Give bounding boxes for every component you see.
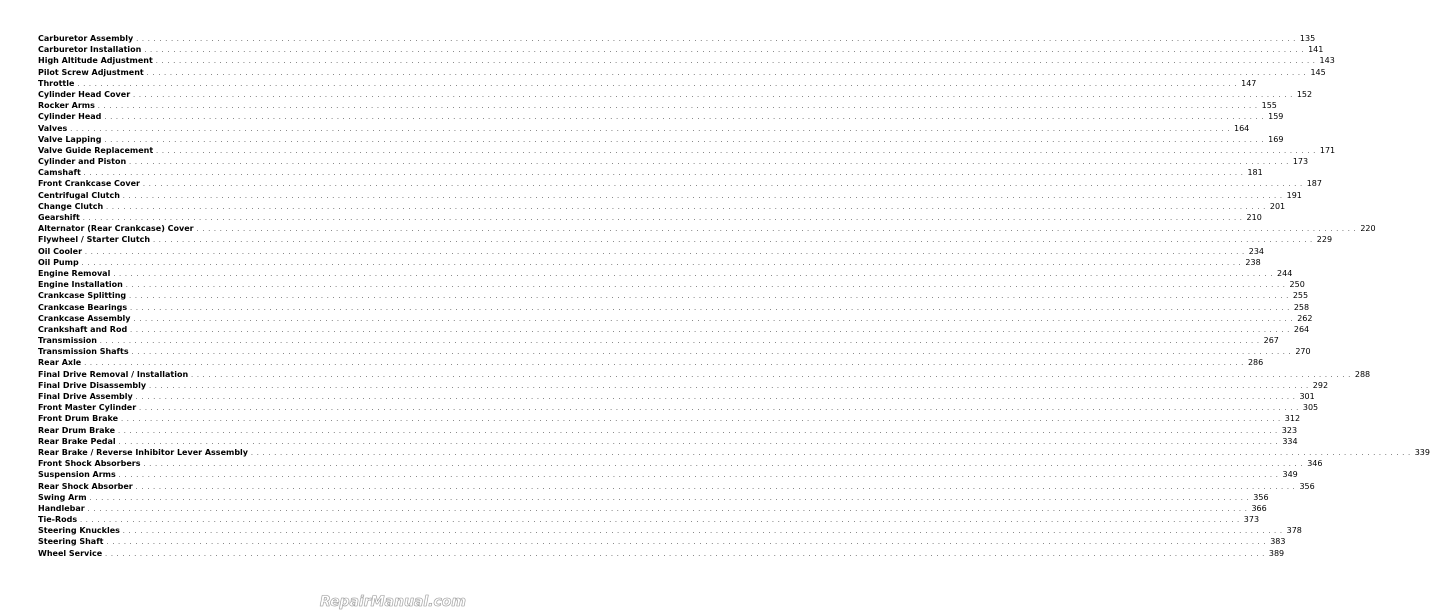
toc-entry-page-number: 169 [1268,134,1284,144]
dot-leader: . . . . . . . . . . . . . . . . . . . . . . . . . . . . . . . . . . . . . . . . . . . . . . . . . . . . . . . . . . . . . . . . . . . . . . . . . . . . . . . . . . . . . . . . . . . . . . . . . . . . . . . . . . . . . . . . . . . . . . . . . . . . . . . . . . . . . . . . . . . . . . . . . . . . . . . . . . . . . . . . . . . . . . . . . . . . . . . . . . . . . . . . . . . . . . . . . . . . . . . . [104,136,1265,144]
dot-leader: . . . . . . . . . . . . . . . . . . . . . . . . . . . . . . . . . . . . . . . . . . . . . . . . . . . . . . . . . . . . . . . . . . . . . . . . . . . . . . . . . . . . . . . . . . . . . . . . . . . . . . . . . . . . . . . . . . . . . . . . . . . . . . . . . . . . . . . . . . . . . . . . . . . . . . . . . . . . . . . . . . . . . . . . . . . . . . . . . . . . . . . . . . . . . . . . . . . . . . . . [149,382,1310,390]
toc-entry-page-number: 373 [1243,515,1260,525]
dot-leader: . . . . . . . . . . . . . . . . . . . . . . . . . . . . . . . . . . . . . . . . . . . . . . . . . . . . . . . . . . . . . . . . . . . . . . . . . . . . . . . . . . . . . . . . . . . . . . . . . . . . . . . . . . . . . . . . . . . . . . . . . . . . . . . . . . . . . . . . . . . . . . . . . . . . . . . . . . . . . . . . . . . . . . . . . . . . . . . . . . . . . . . . . . . . . . . . . . . . . . . . [130,304,1291,312]
toc-entry-page-number: 389 [1268,548,1285,558]
dot-leader: . . . . . . . . . . . . . . . . . . . . . . . . . . . . . . . . . . . . . . . . . . . . . . . . . . . . . . . . . . . . . . . . . . . . . . . . . . . . . . . . . . . . . . . . . . . . . . . . . . . . . . . . . . . . . . . . . . . . . . . . . . . . . . . . . . . . . . . . . . . . . . . . . . . . . . . . . . . . . . . . . . . . . . . . . . . . . . . . . . . . . . . . . . . . . . . . . . . . . . . . [135,483,1296,491]
toc-entry-title: Alternator (Rear Crankcase) Cover [38,224,194,234]
dot-leader: . . . . . . . . . . . . . . . . . . . . . . . . . . . . . . . . . . . . . . . . . . . . . . . . . . . . . . . . . . . . . . . . . . . . . . . . . . . . . . . . . . . . . . . . . . . . . . . . . . . . . . . . . . . . . . . . . . . . . . . . . . . . . . . . . . . . . . . . . . . . . . . . . . . . . . . . . . . . . . . . . . . . . . . . . . . . . . . . . . . . . . . . . . . . . . . . . . . . . . . . [87,505,1248,513]
toc-entry-page-number: 181 [1247,168,1263,178]
dot-leader: . . . . . . . . . . . . . . . . . . . . . . . . . . . . . . . . . . . . . . . . . . . . . . . . . . . . . . . . . . . . . . . . . . . . . . . . . . . . . . . . . . . . . . . . . . . . . . . . . . . . . . . . . . . . . . . . . . . . . . . . . . . . . . . . . . . . . . . . . . . . . . . . . . . . . . . . . . . . . . . . . . . . . . . . . . . . . . . . . . . . . . . . . . . . . . . . . . . . . . . . [144,47,1305,55]
toc-entry[interactable] [38,123,1250,134]
toc-entry[interactable] [38,503,1267,514]
toc-entry-page-number: 356 [1299,481,1315,491]
dot-leader: . . . . . . . . . . . . . . . . . . . . . . . . . . . . . . . . . . . . . . . . . . . . . . . . . . . . . . . . . . . . . . . . . . . . . . . . . . . . . . . . . . . . . . . . . . . . . . . . . . . . . . . . . . . . . . . . . . . . . . . . . . . . . . . . . . . . . . . . . . . . . . . . . . . . . . . . . . . . . . . . . . . . . . . . . . . . . . . . . . . . . . . . . . . . . . . . . . . . . . . . [125,282,1286,290]
dot-leader: . . . . . . . . . . . . . . . . . . . . . . . . . . . . . . . . . . . . . . . . . . . . . . . . . . . . . . . . . . . . . . . . . . . . . . . . . . . . . . . . . . . . . . . . . . . . . . . . . . . . . . . . . . . . . . . . . . . . . . . . . . . . . . . . . . . . . . . . . . . . . . . . . . . . . . . . . . . . . . . . . . . . . . . . . . . . . . . . . . . . . . . . . . . . . . . . . . . . . . . . [143,181,1303,189]
dot-leader: . . . . . . . . . . . . . . . . . . . . . . . . . . . . . . . . . . . . . . . . . . . . . . . . . . . . . . . . . . . . . . . . . . . . . . . . . . . . . . . . . . . . . . . . . . . . . . . . . . . . . . . . . . . . . . . . . . . . . . . . . . . . . . . . . . . . . . . . . . . . . . . . . . . . . . . . . . . . . . . . . . . . . . . . . . . . . . . . . . . . . . . . . . . . . . . . . . . . . . . . [251,449,1411,457]
toc-entry[interactable] [38,67,1326,78]
toc-entry-page-number: 267 [1263,336,1279,346]
toc-entry-page-number: 270 [1295,347,1311,357]
table-of-contents [38,33,1430,559]
dot-leader: . . . . . . . . . . . . . . . . . . . . . . . . . . . . . . . . . . . . . . . . . . . . . . . . . . . . . . . . . . . . . . . . . . . . . . . . . . . . . . . . . . . . . . . . . . . . . . . . . . . . . . . . . . . . . . . . . . . . . . . . . . . . . . . . . . . . . . . . . . . . . . . . . . . . . . . . . . . . . . . . . . . . . . . . . . . . . . . . . . . . . . . . . . . . . . . . . . . . . . . . [131,349,1292,357]
dot-leader: . . . . . . . . . . . . . . . . . . . . . . . . . . . . . . . . . . . . . . . . . . . . . . . . . . . . . . . . . . . . . . . . . . . . . . . . . . . . . . . . . . . . . . . . . . . . . . . . . . . . . . . . . . . . . . . . . . . . . . . . . . . . . . . . . . . . . . . . . . . . . . . . . . . . . . . . . . . . . . . . . . . . . . . . . . . . . . . . . . . . . . . . . . . . . . . . . . . . . . . . [104,114,1265,122]
dot-leader: . . . . . . . . . . . . . . . . . . . . . . . . . . . . . . . . . . . . . . . . . . . . . . . . . . . . . . . . . . . . . . . . . . . . . . . . . . . . . . . . . . . . . . . . . . . . . . . . . . . . . . . . . . . . . . . . . . . . . . . . . . . . . . . . . . . . . . . . . . . . . . . . . . . . . . . . . . . . . . . . . . . . . . . . . . . . . . . . . . . . . . . . . . . . . . . . . . . . . . . . [105,550,1266,558]
toc-entry-title: High Altitude Adjustment [38,56,153,66]
toc-entry[interactable] [38,436,1298,447]
toc-entry-page-number: 356 [1253,492,1269,502]
toc-entry-page-number: 220 [1360,224,1376,234]
toc-entry-title: Rear Shock Absorber [38,481,133,491]
dot-leader: . . . . . . . . . . . . . . . . . . . . . . . . . . . . . . . . . . . . . . . . . . . . . . . . . . . . . . . . . . . . . . . . . . . . . . . . . . . . . . . . . . . . . . . . . . . . . . . . . . . . . . . . . . . . . . . . . . . . . . . . . . . . . . . . . . . . . . . . . . . . . . . . . . . . . . . . . . . . . . . . . . . . . . . . . . . . . . . . . . . . . . . . . . . . . . . . . . . . . . . . [99,338,1260,346]
toc-entry-page-number: 258 [1293,302,1310,312]
toc-entry[interactable] [38,89,1313,100]
toc-entry-title: Crankshaft and Rod [38,324,128,334]
toc-entry-title: Final Drive Disassembly [38,380,147,390]
toc-entry-title: Front Shock Absorbers [38,459,141,469]
toc-entry-title: Rear Axle [38,358,82,368]
toc-entry[interactable] [38,44,1324,55]
dot-leader: . . . . . . . . . . . . . . . . . . . . . . . . . . . . . . . . . . . . . . . . . . . . . . . . . . . . . . . . . . . . . . . . . . . . . . . . . . . . . . . . . . . . . . . . . . . . . . . . . . . . . . . . . . . . . . . . . . . . . . . . . . . . . . . . . . . . . . . . . . . . . . . . . . . . . . . . . . . . . . . . . . . . . . . . . . . . . . . . . . . . . . . . . . . . . . . . . . . . . . . . [129,293,1290,301]
toc-entry-title: Rear Brake / Reverse Inhibitor Lever Assembly [38,447,249,457]
dot-leader: . . . . . . . . . . . . . . . . . . . . . . . . . . . . . . . . . . . . . . . . . . . . . . . . . . . . . . . . . . . . . . . . . . . . . . . . . . . . . . . . . . . . . . . . . . . . . . . . . . . . . . . . . . . . . . . . . . . . . . . . . . . . . . . . . . . . . . . . . . . . . . . . . . . . . . . . . . . . . . . . . . . . . . . . . . . . . . . . . . . . . . . . . . . . . . . . . . . . . . . . [70,125,1231,133]
toc-entry-title: Cylinder Head [38,112,102,122]
dot-leader: . . . . . . . . . . . . . . . . . . . . . . . . . . . . . . . . . . . . . . . . . . . . . . . . . . . . . . . . . . . . . . . . . . . . . . . . . . . . . . . . . . . . . . . . . . . . . . . . . . . . . . . . . . . . . . . . . . . . . . . . . . . . . . . . . . . . . . . . . . . . . . . . . . . . . . . . . . . . . . . . . . . . . . . . . . . . . . . . . . . . . . . . . . . . . . . . . . . . . . . . [122,528,1283,536]
dot-leader: . . . . . . . . . . . . . . . . . . . . . . . . . . . . . . . . . . . . . . . . . . . . . . . . . . . . . . . . . . . . . . . . . . . . . . . . . . . . . . . . . . . . . . . . . . . . . . . . . . . . . . . . . . . . . . . . . . . . . . . . . . . . . . . . . . . . . . . . . . . . . . . . . . . . . . . . . . . . . . . . . . . . . . . . . . . . . . . . . . . . . . . . . . . . . . . . . . . . . . . . [135,394,1296,401]
toc-entry[interactable] [38,525,1302,536]
toc-entry-page-number: 255 [1292,291,1309,301]
dot-leader: . . . . . . . . . . . . . . . . . . . . . . . . . . . . . . . . . . . . . . . . . . . . . . . . . . . . . . . . . . . . . . . . . . . . . . . . . . . . . . . . . . . . . . . . . . . . . . . . . . . . . . . . . . . . . . . . . . . . . . . . . . . . . . . . . . . . . . . . . . . . . . . . . . . . . . . . . . . . . . . . . . . . . . . . . . . . . . . . . . . . . . . . . . . . . . . . . . . . . . . . [133,91,1294,99]
toc-entry-title: Final Drive Assembly [38,392,133,401]
toc-entry-page-number: 312 [1284,414,1301,424]
toc-entry[interactable] [38,145,1336,156]
toc-entry[interactable] [38,369,1371,380]
dot-leader: . . . . . . . . . . . . . . . . . . . . . . . . . . . . . . . . . . . . . . . . . . . . . . . . . . . . . . . . . . . . . . . . . . . . . . . . . . . . . . . . . . . . . . . . . . . . . . . . . . . . . . . . . . . . . . . . . . . . . . . . . . . . . . . . . . . . . . . . . . . . . . . . . . . . . . . . . . . . . . . . . . . . . . . . . . . . . . . . . . . . . . . . . . . . . . . . . . . . . . . . [106,539,1267,547]
dot-leader: . . . . . . . . . . . . . . . . . . . . . . . . . . . . . . . . . . . . . . . . . . . . . . . . . . . . . . . . . . . . . . . . . . . . . . . . . . . . . . . . . . . . . . . . . . . . . . . . . . . . . . . . . . . . . . . . . . . . . . . . . . . . . . . . . . . . . . . . . . . . . . . . . . . . . . . . . . . . . . . . . . . . . . . . . . . . . . . . . . . . . . . . . . . . . . . . . . . . . . . . [143,461,1304,469]
toc-entry-page-number: 349 [1282,470,1298,480]
toc-entry[interactable] [38,458,1323,469]
toc-entry-page-number: 155 [1261,101,1277,111]
dot-leader: . . . . . . . . . . . . . . . . . . . . . . . . . . . . . . . . . . . . . . . . . . . . . . . . . . . . . . . . . . . . . . . . . . . . . . . . . . . . . . . . . . . . . . . . . . . . . . . . . . . . . . . . . . . . . . . . . . . . . . . . . . . . . . . . . . . . . . . . . . . . . . . . . . . . . . . . . . . . . . . . . . . . . . . . . . . . . . . . . . . . . . . . . . . . . . . . . . . . . . . . [113,270,1274,278]
dot-leader: . . . . . . . . . . . . . . . . . . . . . . . . . . . . . . . . . . . . . . . . . . . . . . . . . . . . . . . . . . . . . . . . . . . . . . . . . . . . . . . . . . . . . . . . . . . . . . . . . . . . . . . . . . . . . . . . . . . . . . . . . . . . . . . . . . . . . . . . . . . . . . . . . . . . . . . . . . . . . . . . . . . . . . . . . . . . . . . . . . . . . . . . . . . . . . . . . . . . . . . . [81,259,1242,267]
toc-entry-page-number: 339 [1414,447,1430,457]
toc-entry[interactable] [38,425,1298,436]
toc-entry-title: Rear Brake Pedal [38,436,116,446]
toc-entry-title: Camshaft [38,168,81,178]
toc-entry[interactable] [38,201,1286,212]
toc-entry-page-number: 301 [1299,392,1315,401]
dot-leader: . . . . . . . . . . . . . . . . . . . . . . . . . . . . . . . . . . . . . . . . . . . . . . . . . . . . . . . . . . . . . . . . . . . . . . . . . . . . . . . . . . . . . . . . . . . . . . . . . . . . . . . . . . . . . . . . . . . . . . . . . . . . . . . . . . . . . . . . . . . . . . . . . . . . . . . . . . . . . . . . . . . . . . . . . . . . . . . . . . . . . . . . . . . . . . . . . . . . . . . . [196,226,1357,234]
dot-leader: . . . . . . . . . . . . . . . . . . . . . . . . . . . . . . . . . . . . . . . . . . . . . . . . . . . . . . . . . . . . . . . . . . . . . . . . . . . . . . . . . . . . . . . . . . . . . . . . . . . . . . . . . . . . . . . . . . . . . . . . . . . . . . . . . . . . . . . . . . . . . . . . . . . . . . . . . . . . . . . . . . . . . . . . . . . . . . . . . . . . . . . . . . . . . . . . . . . . . . . . [122,192,1283,200]
toc-entry-page-number: 143 [1319,56,1335,66]
toc-entry[interactable] [38,492,1269,503]
toc-entry-page-number: 164 [1234,123,1250,133]
dot-leader: . . . . . . . . . . . . . . . . . . . . . . . . . . . . . . . . . . . . . . . . . . . . . . . . . . . . . . . . . . . . . . . . . . . . . . . . . . . . . . . . . . . . . . . . . . . . . . . . . . . . . . . . . . . . . . . . . . . . . . . . . . . . . . . . . . . . . . . . . . . . . . . . . . . . . . . . . . . . . . . . . . . . . . . . . . . . . . . . . . . . . . . . . . . . . . . . . . . . . . . . [118,472,1279,480]
toc-entry[interactable] [38,55,1335,66]
toc-entry-page-number: 135 [1299,34,1316,43]
toc-entry-title: Centrifugal Clutch [38,190,120,200]
toc-entry-page-number: 191 [1286,190,1302,200]
dot-leader: . . . . . . . . . . . . . . . . . . . . . . . . . . . . . . . . . . . . . . . . . . . . . . . . . . . . . . . . . . . . . . . . . . . . . . . . . . . . . . . . . . . . . . . . . . . . . . . . . . . . . . . . . . . . . . . . . . . . . . . . . . . . . . . . . . . . . . . . . . . . . . . . . . . . . . . . . . . . . . . . . . . . . . . . . . . . . . . . . . . . . . . . . . . . . . . . . . . . . . . . [156,147,1317,155]
toc-entry-page-number: 378 [1286,526,1302,536]
toc-entry[interactable] [38,246,1265,257]
toc-entry-title: Engine Removal [38,268,111,278]
dot-leader: . . . . . . . . . . . . . . . . . . . . . . . . . . . . . . . . . . . . . . . . . . . . . . . . . . . . . . . . . . . . . . . . . . . . . . . . . . . . . . . . . . . . . . . . . . . . . . . . . . . . . . . . . . . . . . . . . . . . . . . . . . . . . . . . . . . . . . . . . . . . . . . . . . . . . . . . . . . . . . . . . . . . . . . . . . . . . . . . . . . . . . . . . . . . . . . . . . . . . . . . [89,494,1250,502]
toc-entry-page-number: 173 [1292,157,1309,167]
toc-entry[interactable] [38,134,1284,145]
toc-entry-title: Oil Cooler [38,246,83,256]
toc-entry[interactable] [38,33,1316,44]
dot-leader: . . . . . . . . . . . . . . . . . . . . . . . . . . . . . . . . . . . . . . . . . . . . . . . . . . . . . . . . . . . . . . . . . . . . . . . . . . . . . . . . . . . . . . . . . . . . . . . . . . . . . . . . . . . . . . . . . . . . . . . . . . . . . . . . . . . . . . . . . . . . . . . . . . . . . . . . . . . . . . . . . . . . . . . . . . . . . . . . . . . . . . . . . . . . . . . . . . . . . . . . [97,103,1258,111]
toc-entry[interactable] [38,514,1260,525]
dot-leader: . . . . . . . . . . . . . . . . . . . . . . . . . . . . . . . . . . . . . . . . . . . . . . . . . . . . . . . . . . . . . . . . . . . . . . . . . . . . . . . . . . . . . . . . . . . . . . . . . . . . . . . . . . . . . . . . . . . . . . . . . . . . . . . . . . . . . . . . . . . . . . . . . . . . . . . . . . . . . . . . . . . . . . . . . . . . . . . . . . . . . . . . . . . . . . . . . . . . . . . . [77,80,1238,88]
toc-entry-page-number: 152 [1296,89,1313,99]
toc-entry[interactable] [38,402,1319,413]
toc-entry[interactable] [38,391,1315,402]
dot-leader: . . . . . . . . . . . . . . . . . . . . . . . . . . . . . . . . . . . . . . . . . . . . . . . . . . . . . . . . . . . . . . . . . . . . . . . . . . . . . . . . . . . . . . . . . . . . . . . . . . . . . . . . . . . . . . . . . . . . . . . . . . . . . . . . . . . . . . . . . . . . . . . . . . . . . . . . . . . . . . . . . . . . . . . . . . . . . . . . . . . . . . . . . . . . . . . . . . . . . . . . [82,215,1243,222]
toc-entry-page-number: 244 [1277,268,1293,278]
toc-entry[interactable] [38,548,1285,559]
toc-entry-title: Oil Pump [38,257,79,267]
dot-leader: . . . . . . . . . . . . . . . . . . . . . . . . . . . . . . . . . . . . . . . . . . . . . . . . . . . . . . . . . . . . . . . . . . . . . . . . . . . . . . . . . . . . . . . . . . . . . . . . . . . . . . . . . . . . . . . . . . . . . . . . . . . . . . . . . . . . . . . . . . . . . . . . . . . . . . . . . . . . . . . . . . . . . . . . . . . . . . . . . . . . . . . . . . . . . . . . . . . . . . . . [139,405,1300,413]
toc-entry-page-number: 229 [1316,235,1333,245]
toc-entry-title: Front Drum Brake [38,414,119,424]
toc-entry-page-number: 201 [1269,201,1286,211]
toc-entry-title: Crankcase Assembly [38,313,131,323]
toc-entry-page-number: 234 [1248,246,1265,256]
toc-entry-page-number: 187 [1306,179,1322,189]
toc-entry-page-number: 262 [1297,313,1313,323]
toc-entry-page-number: 250 [1289,280,1305,290]
toc-entry-title: Final Drive Removal / Installation [38,369,189,379]
toc-entry[interactable] [38,447,1430,458]
dot-leader: . . . . . . . . . . . . . . . . . . . . . . . . . . . . . . . . . . . . . . . . . . . . . . . . . . . . . . . . . . . . . . . . . . . . . . . . . . . . . . . . . . . . . . . . . . . . . . . . . . . . . . . . . . . . . . . . . . . . . . . . . . . . . . . . . . . . . . . . . . . . . . . . . . . . . . . . . . . . . . . . . . . . . . . . . . . . . . . . . . . . . . . . . . . . . . . . . . . . . . . . [155,58,1316,66]
toc-entry[interactable] [38,357,1264,368]
toc-entry-title: Rear Drum Brake [38,425,116,435]
toc-entry-title: Handlebar [38,503,85,513]
dot-leader: . . . . . . . . . . . . . . . . . . . . . . . . . . . . . . . . . . . . . . . . . . . . . . . . . . . . . . . . . . . . . . . . . . . . . . . . . . . . . . . . . . . . . . . . . . . . . . . . . . . . . . . . . . . . . . . . . . . . . . . . . . . . . . . . . . . . . . . . . . . . . . . . . . . . . . . . . . . . . . . . . . . . . . . . . . . . . . . . . . . . . . . . . . . . . . . . . . . . . . . . [129,159,1290,167]
toc-entry[interactable] [38,469,1298,480]
toc-entry-page-number: 159 [1268,112,1284,122]
toc-entry[interactable] [38,100,1277,111]
toc-entry-page-number: 286 [1247,358,1264,368]
toc-entry-title: Transmission Shafts [38,347,129,357]
toc-entry-title: Rocker Arms [38,101,95,111]
toc-entry[interactable] [38,346,1311,357]
toc-entry-title: Steering Shaft [38,537,104,547]
dot-leader: . . . . . . . . . . . . . . . . . . . . . . . . . . . . . . . . . . . . . . . . . . . . . . . . . . . . . . . . . . . . . . . . . . . . . . . . . . . . . . . . . . . . . . . . . . . . . . . . . . . . . . . . . . . . . . . . . . . . . . . . . . . . . . . . . . . . . . . . . . . . . . . . . . . . . . . . . . . . . . . . . . . . . . . . . . . . . . . . . . . . . . . . . . . . . . . . . . . . . . . . [133,315,1294,323]
toc-entry-title: Carburetor Assembly [38,34,134,43]
toc-entry-page-number: 334 [1282,436,1298,446]
dot-leader: . . . . . . . . . . . . . . . . . . . . . . . . . . . . . . . . . . . . . . . . . . . . . . . . . . . . . . . . . . . . . . . . . . . . . . . . . . . . . . . . . . . . . . . . . . . . . . . . . . . . . . . . . . . . . . . . . . . . . . . . . . . . . . . . . . . . . . . . . . . . . . . . . . . . . . . . . . . . . . . . . . . . . . . . . . . . . . . . . . . . . . . . . . . . . . . . . . . . . . . . [191,371,1352,379]
dot-leader: . . . . . . . . . . . . . . . . . . . . . . . . . . . . . . . . . . . . . . . . . . . . . . . . . . . . . . . . . . . . . . . . . . . . . . . . . . . . . . . . . . . . . . . . . . . . . . . . . . . . . . . . . . . . . . . . . . . . . . . . . . . . . . . . . . . . . . . . . . . . . . . . . . . . . . . . . . . . . . . . . . . . . . . . . . . . . . . . . . . . . . . . . . . . . . . . . . . . . . . . [85,248,1246,256]
toc-entry-title: Tie-Rods [38,515,78,525]
dot-leader: . . . . . . . . . . . . . . . . . . . . . . . . . . . . . . . . . . . . . . . . . . . . . . . . . . . . . . . . . . . . . . . . . . . . . . . . . . . . . . . . . . . . . . . . . . . . . . . . . . . . . . . . . . . . . . . . . . . . . . . . . . . . . . . . . . . . . . . . . . . . . . . . . . . . . . . . . . . . . . . . . . . . . . . . . . . . . . . . . . . . . . . . . . . . . . . . . . . . . . . . [153,237,1314,245]
toc-entry[interactable] [38,413,1301,424]
toc-entry-page-number: 346 [1307,459,1323,469]
toc-entry-title: Valve Guide Replacement [38,145,154,155]
toc-entry-title: Front Crankcase Cover [38,179,140,189]
toc-entry-page-number: 288 [1354,369,1371,379]
toc-entry-title: Valve Lapping [38,134,102,144]
toc-entry-title: Carburetor Installation [38,45,142,55]
toc-entry-title: Engine Installation [38,280,123,290]
toc-entry-title: Wheel Service [38,548,103,558]
toc-entry-title: Transmission [38,336,97,346]
toc-entry[interactable] [38,212,1262,223]
toc-entry-page-number: 366 [1251,503,1267,513]
dot-leader: . . . . . . . . . . . . . . . . . . . . . . . . . . . . . . . . . . . . . . . . . . . . . . . . . . . . . . . . . . . . . . . . . . . . . . . . . . . . . . . . . . . . . . . . . . . . . . . . . . . . . . . . . . . . . . . . . . . . . . . . . . . . . . . . . . . . . . . . . . . . . . . . . . . . . . . . . . . . . . . . . . . . . . . . . . . . . . . . . . . . . . . . . . . . . . . . . . . . . . . . [130,326,1291,334]
toc-entry-title: Throttle [38,78,75,88]
toc-entry[interactable] [38,536,1286,547]
toc-entry-page-number: 305 [1302,403,1319,413]
toc-entry[interactable] [38,178,1322,189]
toc-entry[interactable] [38,268,1293,279]
dot-leader: . . . . . . . . . . . . . . . . . . . . . . . . . . . . . . . . . . . . . . . . . . . . . . . . . . . . . . . . . . . . . . . . . . . . . . . . . . . . . . . . . . . . . . . . . . . . . . . . . . . . . . . . . . . . . . . . . . . . . . . . . . . . . . . . . . . . . . . . . . . . . . . . . . . . . . . . . . . . . . . . . . . . . . . . . . . . . . . . . . . . . . . . . . . . . . . . . . . . . . . . [84,360,1245,368]
toc-entry[interactable] [38,111,1284,122]
toc-entry[interactable] [38,167,1263,178]
toc-entry-title: Front Master Cylinder [38,403,137,413]
dot-leader: . . . . . . . . . . . . . . . . . . . . . . . . . . . . . . . . . . . . . . . . . . . . . . . . . . . . . . . . . . . . . . . . . . . . . . . . . . . . . . . . . . . . . . . . . . . . . . . . . . . . . . . . . . . . . . . . . . . . . . . . . . . . . . . . . . . . . . . . . . . . . . . . . . . . . . . . . . . . . . . . . . . . . . . . . . . . . . . . . . . . . . . . . . . . . . . . . . . . . . . . [136,36,1297,43]
toc-entry[interactable] [38,223,1376,234]
toc-entry-title: Pilot Screw Adjustment [38,67,144,77]
watermark-logo: RepairManual.com [319,594,466,610]
dot-leader: . . . . . . . . . . . . . . . . . . . . . . . . . . . . . . . . . . . . . . . . . . . . . . . . . . . . . . . . . . . . . . . . . . . . . . . . . . . . . . . . . . . . . . . . . . . . . . . . . . . . . . . . . . . . . . . . . . . . . . . . . . . . . . . . . . . . . . . . . . . . . . . . . . . . . . . . . . . . . . . . . . . . . . . . . . . . . . . . . . . . . . . . . . . . . . . . . . . . . . . . [118,438,1279,446]
toc-entry-title: Valves [38,123,68,133]
toc-entry[interactable] [38,190,1302,201]
toc-entry-title: Cylinder Head Cover [38,89,131,99]
toc-entry[interactable] [38,324,1310,335]
toc-entry[interactable] [38,290,1309,301]
toc-entry[interactable] [38,279,1305,290]
toc-entry[interactable] [38,481,1315,492]
toc-entry[interactable] [38,257,1261,268]
dot-leader: . . . . . . . . . . . . . . . . . . . . . . . . . . . . . . . . . . . . . . . . . . . . . . . . . . . . . . . . . . . . . . . . . . . . . . . . . . . . . . . . . . . . . . . . . . . . . . . . . . . . . . . . . . . . . . . . . . . . . . . . . . . . . . . . . . . . . . . . . . . . . . . . . . . . . . . . . . . . . . . . . . . . . . . . . . . . . . . . . . . . . . . . . . . . . . . . . . . . . . . . [83,170,1244,178]
toc-entry-page-number: 264 [1293,324,1310,334]
toc-entry-page-number: 238 [1245,257,1261,267]
dot-leader: . . . . . . . . . . . . . . . . . . . . . . . . . . . . . . . . . . . . . . . . . . . . . . . . . . . . . . . . . . . . . . . . . . . . . . . . . . . . . . . . . . . . . . . . . . . . . . . . . . . . . . . . . . . . . . . . . . . . . . . . . . . . . . . . . . . . . . . . . . . . . . . . . . . . . . . . . . . . . . . . . . . . . . . . . . . . . . . . . . . . . . . . . . . . . . . . . . . . . . . . [121,416,1282,424]
toc-entry-page-number: 145 [1310,67,1326,77]
toc-entry-title: Crankcase Bearings [38,302,128,312]
dot-leader: . . . . . . . . . . . . . . . . . . . . . . . . . . . . . . . . . . . . . . . . . . . . . . . . . . . . . . . . . . . . . . . . . . . . . . . . . . . . . . . . . . . . . . . . . . . . . . . . . . . . . . . . . . . . . . . . . . . . . . . . . . . . . . . . . . . . . . . . . . . . . . . . . . . . . . . . . . . . . . . . . . . . . . . . . . . . . . . . . . . . . . . . . . . . . . . . . . . . . . . . [80,517,1241,525]
toc-entry[interactable] [38,78,1257,89]
dot-leader: . . . . . . . . . . . . . . . . . . . . . . . . . . . . . . . . . . . . . . . . . . . . . . . . . . . . . . . . . . . . . . . . . . . . . . . . . . . . . . . . . . . . . . . . . . . . . . . . . . . . . . . . . . . . . . . . . . . . . . . . . . . . . . . . . . . . . . . . . . . . . . . . . . . . . . . . . . . . . . . . . . . . . . . . . . . . . . . . . . . . . . . . . . . . . . . . . . . . . . . . [146,69,1307,77]
toc-entry-title: Swing Arm [38,492,87,502]
toc-entry-page-number: 210 [1246,213,1262,222]
toc-entry-title: Gearshift [38,213,80,222]
toc-entry-title: Crankcase Splitting [38,291,127,301]
toc-entry-title: Change Clutch [38,201,104,211]
toc-entry[interactable] [38,156,1309,167]
toc-entry[interactable] [38,313,1313,324]
dot-leader: . . . . . . . . . . . . . . . . . . . . . . . . . . . . . . . . . . . . . . . . . . . . . . . . . . . . . . . . . . . . . . . . . . . . . . . . . . . . . . . . . . . . . . . . . . . . . . . . . . . . . . . . . . . . . . . . . . . . . . . . . . . . . . . . . . . . . . . . . . . . . . . . . . . . . . . . . . . . . . . . . . . . . . . . . . . . . . . . . . . . . . . . . . . . . . . . . . . . . . . . [118,427,1279,435]
toc-entry-page-number: 323 [1281,425,1298,435]
toc-entry[interactable] [38,234,1333,245]
toc-entry-page-number: 141 [1308,45,1324,55]
toc-entry[interactable] [38,335,1279,346]
dot-leader: . . . . . . . . . . . . . . . . . . . . . . . . . . . . . . . . . . . . . . . . . . . . . . . . . . . . . . . . . . . . . . . . . . . . . . . . . . . . . . . . . . . . . . . . . . . . . . . . . . . . . . . . . . . . . . . . . . . . . . . . . . . . . . . . . . . . . . . . . . . . . . . . . . . . . . . . . . . . . . . . . . . . . . . . . . . . . . . . . . . . . . . . . . . . . . . . . . . . . . . . [106,203,1267,211]
toc-entry-title: Flywheel / Starter Clutch [38,235,151,245]
toc-entry-title: Suspension Arms [38,470,116,480]
toc-entry-page-number: 383 [1270,537,1286,547]
toc-entry-title: Steering Knuckles [38,526,120,536]
toc-entry[interactable] [38,302,1310,313]
toc-entry-page-number: 171 [1319,145,1336,155]
toc-entry[interactable] [38,380,1329,391]
toc-entry-page-number: 147 [1241,78,1257,88]
toc-entry-page-number: 292 [1312,380,1329,390]
toc-entry-title: Cylinder and Piston [38,157,127,167]
